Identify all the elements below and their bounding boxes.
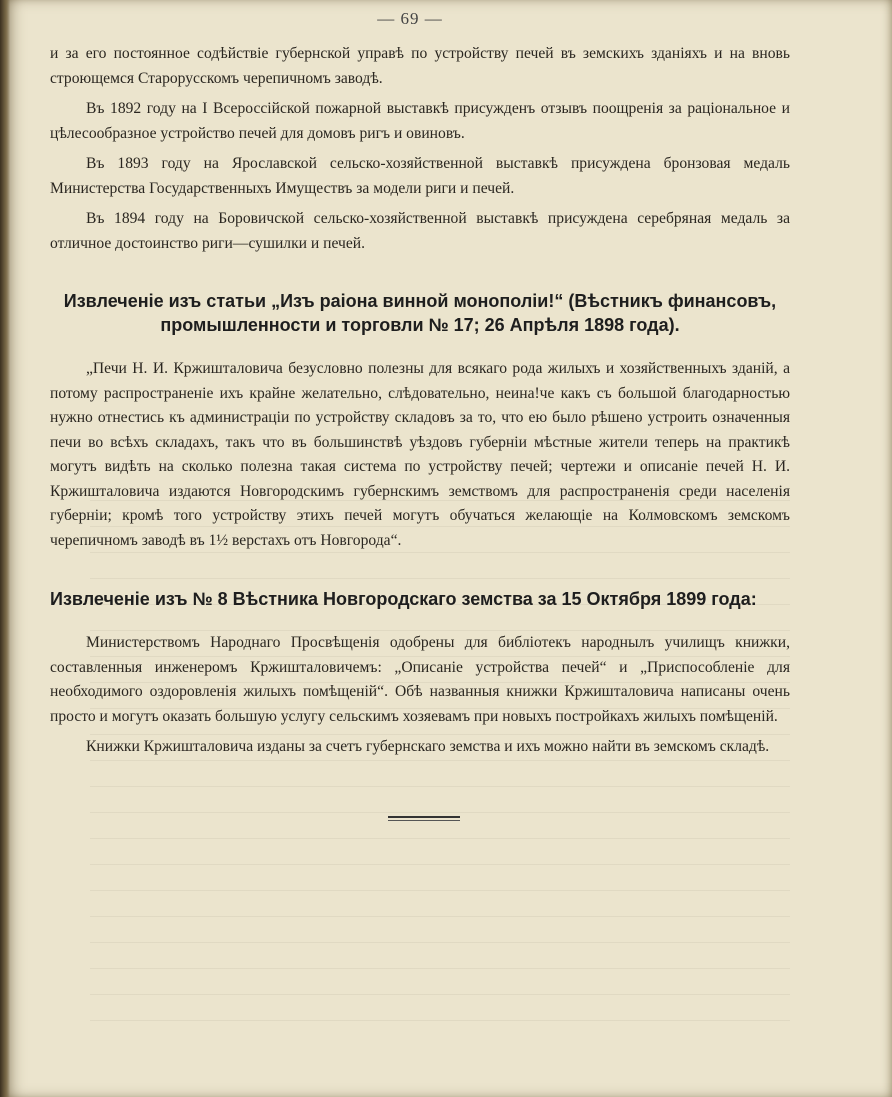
quote-paragraph: „Печи Н. И. Кржишталовича безусловно полезны для всякаго рода жилыхъ и хозяйственныхъ зданій, а потому распространеніе ихъ крайне желательно, слѣдовательно, неинаǃче какъ съ большой благодарностью нужно отнестись къ администраціи по устройству складовъ за то, что ею было рѣшено устроить означенныя печи во всѣхъ складахъ, такъ что въ большинствѣ уѣздовъ губерніи мѣстные жители теперь на практикѣ могутъ видѣть на сколько полезна такая система по устройству печей; чертежи и описаніе печей Н. И. Кржишталовича издаются Новгородскимъ губернскимъ земствомъ для распространенія среди населенія губерніи; кромѣ того устройству этихъ печей могутъ обучаться желающіе на Колмовскомъ земскомъ черепичномъ заводѣ въ 1½ верстахъ отъ Новгорода“. bbox=[50, 360, 790, 549]
section-heading-line-2: промышленности и торговли № 17; 26 Апрѣля 1898 года). bbox=[160, 315, 680, 335]
paragraph-continuation: и за его постоянное содѣйствіе губернской управѣ по устройству печей въ земскихъ зданіяхъ и на вновь строющемся Старорусскомъ черепичномъ заводѣ. bbox=[50, 45, 790, 87]
closing-rule bbox=[388, 816, 460, 818]
paragraph-1894: Въ 1894 году на Боровичской сельско-хозяйственной выставкѣ присуждена серебряная медаль за отличное достоинство риги—сушилки и печей. bbox=[50, 210, 790, 252]
paragraph-ministry: Министерствомъ Народнаго Просвѣщенія одобрены для библіотекъ народнылъ училищъ книжки, составленныя инженеромъ Кржишталовичемъ: „Описаніе устройства печей“ и „Приспособленіе для необходимого оздоровленія жилыхъ помѣщеній“. Обѣ названныя книжки Кржишталовича написаны очень просто и могутъ оказать большую услугу сельскимъ хозяевамъ при новыхъ постройкахъ жилыхъ помѣщеній. bbox=[50, 634, 790, 725]
section-heading-excerpt-1 bbox=[50, 289, 790, 337]
closing-rule-thin bbox=[388, 820, 460, 821]
section-heading-excerpt-2: Извлеченіе изъ № 8 Вѣстника Новгородскаго земства за 15 Октября 1899 года: bbox=[50, 589, 757, 609]
page-body bbox=[50, 42, 790, 760]
paragraph-books: Книжки Кржишталовича изданы за счетъ губернскаго земства и ихъ можно найти въ земскомъ складѣ. bbox=[86, 738, 770, 755]
page-number: — 69 — bbox=[377, 9, 443, 28]
paragraph-1892: Въ 1892 году на I Всероссійской пожарной выставкѣ присужденъ отзывъ поощренія за раціональное и цѣлесообразное устройство печей для домовъ ригъ и овиновъ. bbox=[50, 100, 790, 142]
book-spine-shadow bbox=[0, 0, 10, 1097]
section-heading-line-1: Извлеченіе изъ статьи „Изъ раіона винной монополіи!“ (Вѣстникъ финансовъ, bbox=[63, 291, 777, 311]
paragraph-1893: Въ 1893 году на Ярославской сельско-хозяйственной выставкѣ присуждена бронзовая медаль Министерства Государственныхъ Имуществъ за модели риги и печей. bbox=[50, 155, 790, 197]
